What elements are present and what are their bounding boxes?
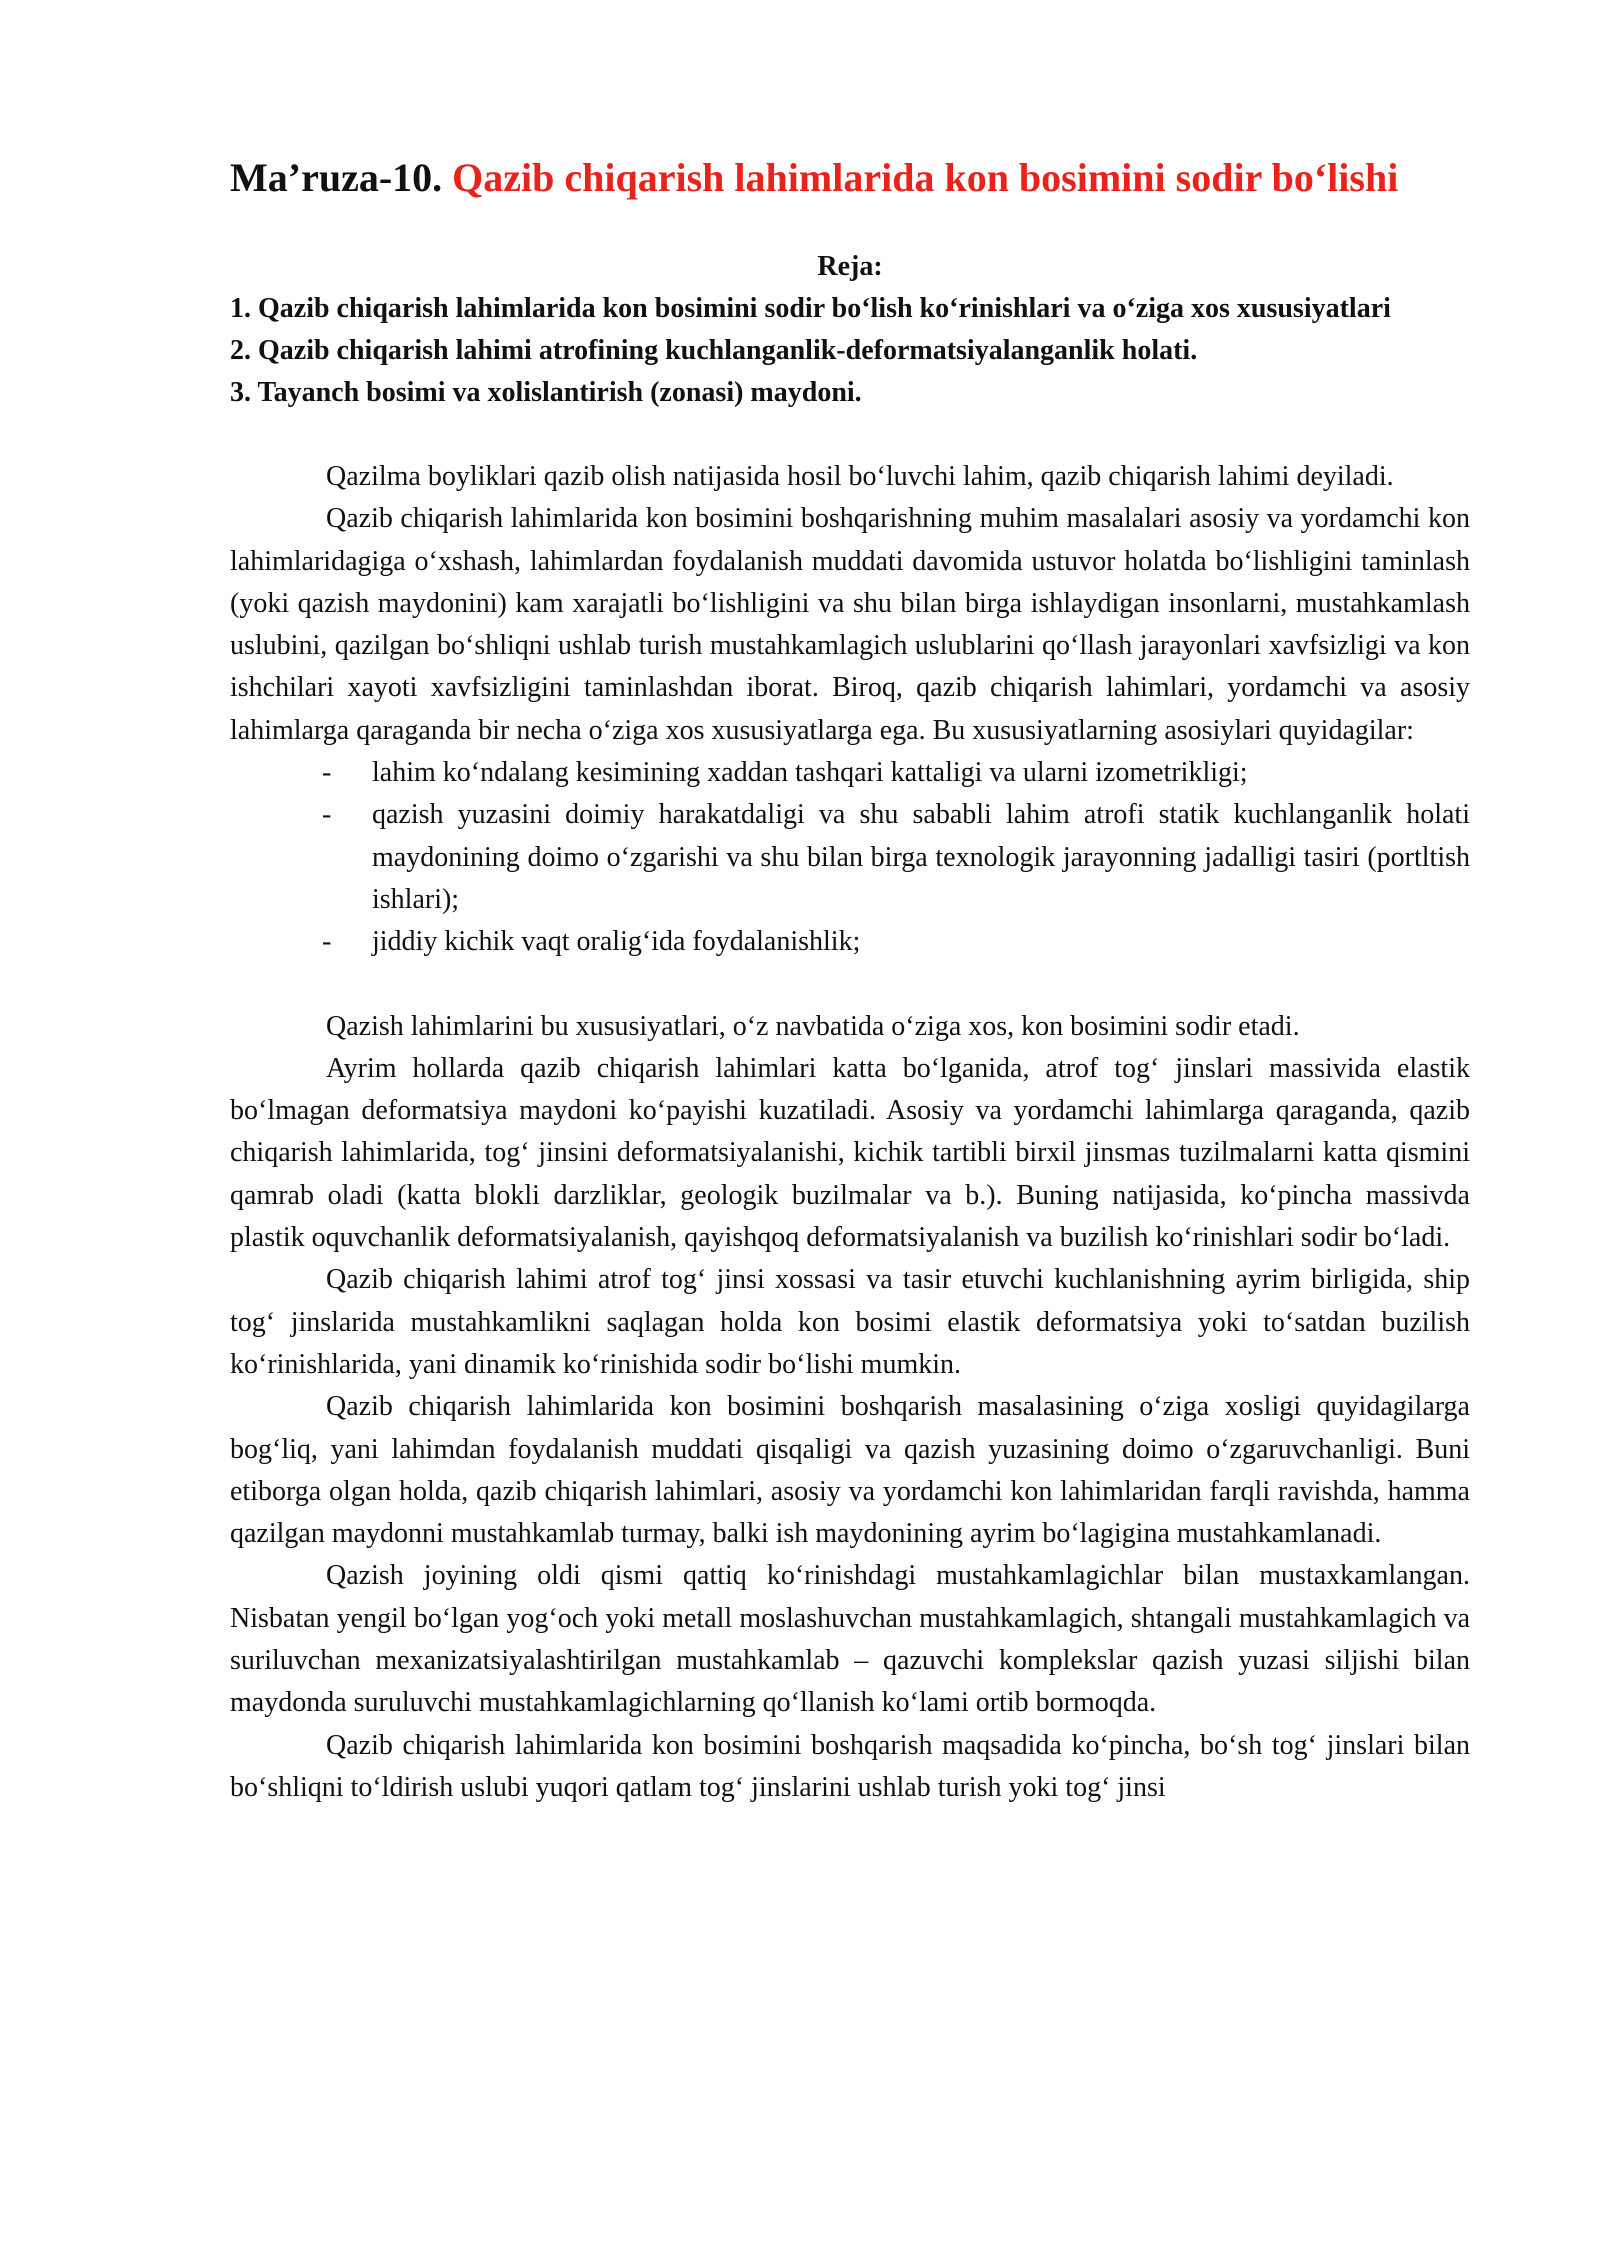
paragraph-main-tasks: Qazib chiqarish lahimlarida kon bosimini boshqarishning muhim masalalari asosiy va yordamchi kon lahimlaridagiga o‘xshash, lahimlardan foydalanish muddati davomida ustuvor holatda bo‘lishligini taminlash (yoki qazish maydonini) kam xarajatli bo‘lishligini va shu bilan birga ishlaydigan insonlarni, mustahkamlash uslubini, qazilgan bo‘shliqni ushlab turish mustahkamlagich uslublarini qo‘llash jarayonlari xavfsizligi va kon ishchilari xayoti xavfsizligini taminlashdan iborat. Biroq, qazib chiqarish lahimlari, yordamchi va asosiy lahimlarga qaraganda bir necha o‘ziga xos xususiyatlarga ega. Bu xususiyatlarning asosiylari quyidagilar: bbox=[230, 503, 1470, 746]
bullet-dash: - bbox=[322, 757, 332, 789]
lecture-topic: Qazib chiqarish lahimlarida kon bosimini sodir bo‘lishi bbox=[452, 155, 1399, 200]
bullet-dash: - bbox=[322, 799, 332, 831]
feature-item-1 bbox=[230, 752, 1470, 794]
feature-text: jiddiy kichik vaqt oralig‘ida foydalanishlik; bbox=[372, 926, 861, 958]
bullet-dash: - bbox=[322, 926, 332, 958]
feature-text: lahim ko‘ndalang kesimining xaddan tashqari kattaligi va ularni izometrikligi; bbox=[372, 757, 1248, 789]
plan-item-3: 3. Tayanch bosimi va xolislantirish (zonasi) maydoni. bbox=[230, 377, 862, 408]
feature-item-3 bbox=[230, 921, 1470, 963]
paragraph-dynamic: Qazib chiqarish lahimi atrof tog‘ jinsi xossasi va tasir etuvchi kuchlanishning ayrim birligida, ship tog‘ jinslarida mustahkamlikni saqlagan holda kon bosimi elastik deformatsiya yoki to‘satdan buzilish ko‘rinishlarida, yani dinamik ko‘rinishida sodir bo‘lishi mumkin. bbox=[230, 1264, 1470, 1380]
plan-item-1: 1. Qazib chiqarish lahimlarida kon bosimini sodir bo‘lish ko‘rinishlari va o‘ziga xos xususiyatlari bbox=[230, 293, 1391, 324]
paragraph-summary: Qazish lahimlarini bu xususiyatlari, o‘z navbatida o‘ziga xos, kon bosimini sodir etadi. bbox=[326, 1010, 1300, 1042]
paragraph-definition: Qazilma boyliklari qazib olish natijasida hosil bo‘luvchi lahim, qazib chiqarish lahimi deyiladi. bbox=[326, 461, 1394, 492]
feature-text: qazish yuzasini doimiy harakatdaligi va shu sababli lahim atrofi statik kuchlanganlik holati maydonining doimo o‘zgarishi va shu bilan birga texnologik jarayonning jadalligi tasiri (portltish ishlari); bbox=[372, 799, 1470, 915]
paragraph-deformation: Ayrim hollarda qazib chiqarish lahimlari katta bo‘lganida, atrof tog‘ jinslari massivida elastik bo‘lmagan deformatsiya maydoni ko‘payishi kuzatiladi. Asosiy va yordamchi lahimlarga qaraganda, qazib chiqarish lahimlarida, tog‘ jinsini deformatsiyalanishi, kichik tartibli birxil jinsmas tuzilmalarni katta qismini qamrab oladi (katta blokli darzliklar, geologik buzilmalar va b.). Buning natijasida, ko‘pincha massivda plastik oquvchanlik deformatsiyalanish, qayishqoq deformatsiyalanish va buzilish ko‘rinishlari sodir bo‘ladi. bbox=[230, 1052, 1470, 1254]
features-list bbox=[230, 752, 1470, 963]
paragraph-specifics: Qazib chiqarish lahimlarida kon bosimini boshqarish masalasining o‘ziga xosligi quyidagilarga bog‘liq, yani lahimdan foydalanish muddati qisqaligi va qazish yuzasining doimo o‘zgaruvchanligi. Buni etiborga olgan holda, qazib chiqarish lahimlari, asosiy va yordamchi kon lahimlaridan farqli ravishda, hamma qazilgan maydonni mustahkamlab turmay, balki ish maydonining ayrim bo‘lagigina mustahkamlanadi. bbox=[230, 1391, 1470, 1550]
document-page bbox=[230, 148, 1470, 1809]
feature-item-2 bbox=[230, 794, 1470, 921]
paragraph-backfill: Qazib chiqarish lahimlarida kon bosimini boshqarish maqsadida ko‘pincha, bo‘sh tog‘ jinslari bilan bo‘shliqni to‘ldirish uslubi yuqori qatlam tog‘ jinslarini ushlab turish yoki tog‘ jinsi bbox=[230, 1729, 1470, 1803]
lecture-title bbox=[230, 148, 1470, 208]
body-text bbox=[230, 456, 1470, 1809]
lecture-number: Ma’ruza-10. bbox=[230, 155, 443, 200]
plan-item-2: 2. Qazib chiqarish lahimi atrofining kuchlanganlik-deformatsiyalanganlik holati. bbox=[230, 335, 1198, 366]
paragraph-supports: Qazish joyining oldi qismi qattiq ko‘rinishdagi mustahkamlagichlar bilan mustaxkamlangan. Nisbatan yengil bo‘lgan yog‘och yoki metall moslashuvchan mustahkamlagich, shtangali mustahkamlagich va suriluvchan mexanizatsiyalashtirilgan mustahkamlab – qazuvchi komplekslar qazish yuzasi siljishi bilan maydonda suruluvchi mustahkamlagichlarning qo‘llanish ko‘lami ortib bormoqda. bbox=[230, 1560, 1470, 1719]
plan-list bbox=[230, 288, 1470, 414]
plan-heading: Reja: bbox=[817, 251, 883, 282]
blank-line bbox=[230, 964, 1470, 1006]
